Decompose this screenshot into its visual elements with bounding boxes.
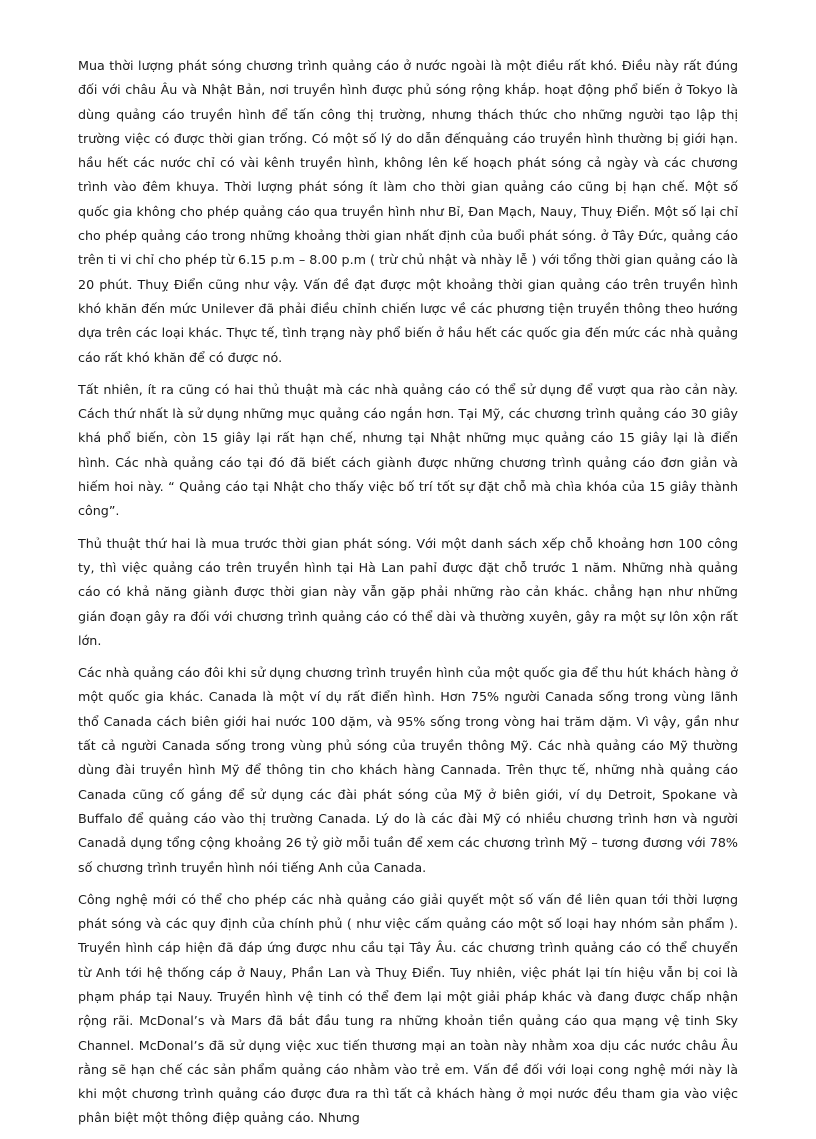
paragraph-4: Các nhà quảng cáo đôi khi sử dụng chương trình truyền hình của một quốc gia để thu hút khách hàng ở một quốc gia khác. Canada là một ví dụ rất điển hình. Hơn 75% người Canada sống trong vùng lãnh thổ Canada cách biên giới hai nước 100 dặm, và 95% sống trong vòng hai trăm dặm. Vì vậy, gần như tất cả người Canada sống trong vùng phủ sóng của truyền thông Mỹ. Các nhà quảng cáo Mỹ thường dùng đài truyền hình Mỹ để thông tin cho khách hàng Cannada. Trên thực tế, những nhà quảng cáo Canada cũng cố gắng để sử dụng các đài phát sóng của Mỹ ở biên giới, ví dụ Detroit, Spokane và Buffalo để quảng cáo vào thị trường Canada. Lý do là các đài Mỹ có nhiều chương trình hơn và người Canadả dụng tổng cộng khoảng 26 tỷ giờ mỗi tuần để xem các chương trình Mỹ – tương đương với 78% số chương trình truyền hình nói tiếng Anh của Canada.: [78, 665, 738, 875]
document-page: [78, 54, 738, 1139]
paragraph-3: Thủ thuật thứ hai là mua trước thời gian phát sóng. Với một danh sách xếp chỗ khoảng hơn 100 công ty, thì việc quảng cáo trên truyền hình tại Hà Lan pahỉ được đặt chỗ trước 1 năm. Những nhà quảng cáo có khả năng giành được thời gian này vẫn gặp phải những rào cản khác. chẳng hạn như những gián đoạn gây ra đối với chương trình quảng cáo có thể dài và thường xuyên, gây ra một sự lôn xộn rất lớn.: [78, 535, 738, 648]
paragraph-5: Công nghệ mới có thể cho phép các nhà quảng cáo giải quyết một số vấn đề liên quan tới thời lượng phát sóng và các quy định của chính phủ ( như việc cấm quảng cáo một số loại hay nhóm sản phẩm ). Truyền hình cáp hiện đã đáp ứng được nhu cầu tại Tây Âu. các chương trình quảng cáo có thể chuyển từ Anh tới hệ thống cáp ở Nauy, Phần Lan và Thuỵ Điển. Tuy nhiên, việc phát lại tín hiệu vẫn bị coi là phạm pháp tại Nauy. Truyền hình vệ tinh có thể đem lại một giải pháp khác và đang được chấp nhận rộng rãi. McDonal’s và Mars đã bắt đầu tung ra những khoản tiền quảng cáo qua mạng vệ tinh Sky Channel. McDonal’s đã sử dụng việc xuc tiến thương mại an toàn này nhằm xoa dịu các nước châu Âu rằng sẽ hạn chế các sản phẩm quảng cáo nhằm vào trẻ em. Vấn đề đối với loại cong nghệ mới này là khi một chương trình quảng cáo được đưa ra thì tất cả khách hàng ở mọi nước đều tham gia vào việc phân biệt một thông điệp quảng cáo. Nhưng: [78, 891, 738, 1126]
paragraph-1: Mua thời lượng phát sóng chương trình quảng cáo ở nước ngoài là một điều rất khó. Điều này rất đúng đối với châu Âu và Nhật Bản, nơi truyền hình được phủ sóng rộng khắp. hoạt động phổ biến ở Tokyo là dùng quảng cáo truyền hình để tấn công thị trường, nhưng thách thức cho những người tạo lập thị trường việc có được thời gian trống. Có một số lý do dẫn đếnquảng cáo truyền hình thường bị giới hạn. hầu hết các nước chỉ có vài kênh truyền hình, không lên kế hoạch phát sóng cả ngày và các chương trình vào đêm khuya. Thời lượng phát sóng ít làm cho thời gian quảng cáo cũng bị hạn chế. Một số quốc gia không cho phép quảng cáo qua truyền hình như Bỉ, Đan Mạch, Nauy, Thuỵ Điển. Một số lại chỉ cho phép quảng cáo trong những khoảng thời gian nhất định của buổi phát sóng. ở Tây Đức, quảng cáo trên ti vi chỉ cho phép từ 6.15 p.m – 8.00 p.m ( trừ chủ nhật và nhày lễ ) với tổng thời gian quảng cáo là 20 phút. Thuỵ Điển cũng như vậy. Vấn đề đạt được một khoảng thời gian quảng cáo trên truyền hình khó khăn đến mức Unilever đã phải điều chỉnh chiến lược về các phương tiện truyền thông theo hướng dựa trên các loại khác. Thực tế, tình trạng này phổ biến ở hầu hết các quốc gia đến mức các nhà quảng cáo rất khó khăn để có được nó.: [78, 58, 738, 365]
paragraph-2: Tất nhiên, ít ra cũng có hai thủ thuật mà các nhà quảng cáo có thể sử dụng để vượt qua rào cản này. Cách thứ nhất là sử dụng những mục quảng cáo ngắn hơn. Tại Mỹ, các chương trình quảng cáo 30 giây khá phổ biến, còn 15 giây lại rất hạn chế, nhưng tại Nhật những mục quảng cáo 15 giây lại là điển hình. Các nhà quảng cáo tại đó đã biết cách giành được những chương trình quảng cáo đơn giản và hiếm hoi này. “ Quảng cáo tại Nhật cho thấy việc bố trí tốt sự đặt chỗ mà chìa khóa của 15 giây thành công”.: [78, 381, 738, 519]
